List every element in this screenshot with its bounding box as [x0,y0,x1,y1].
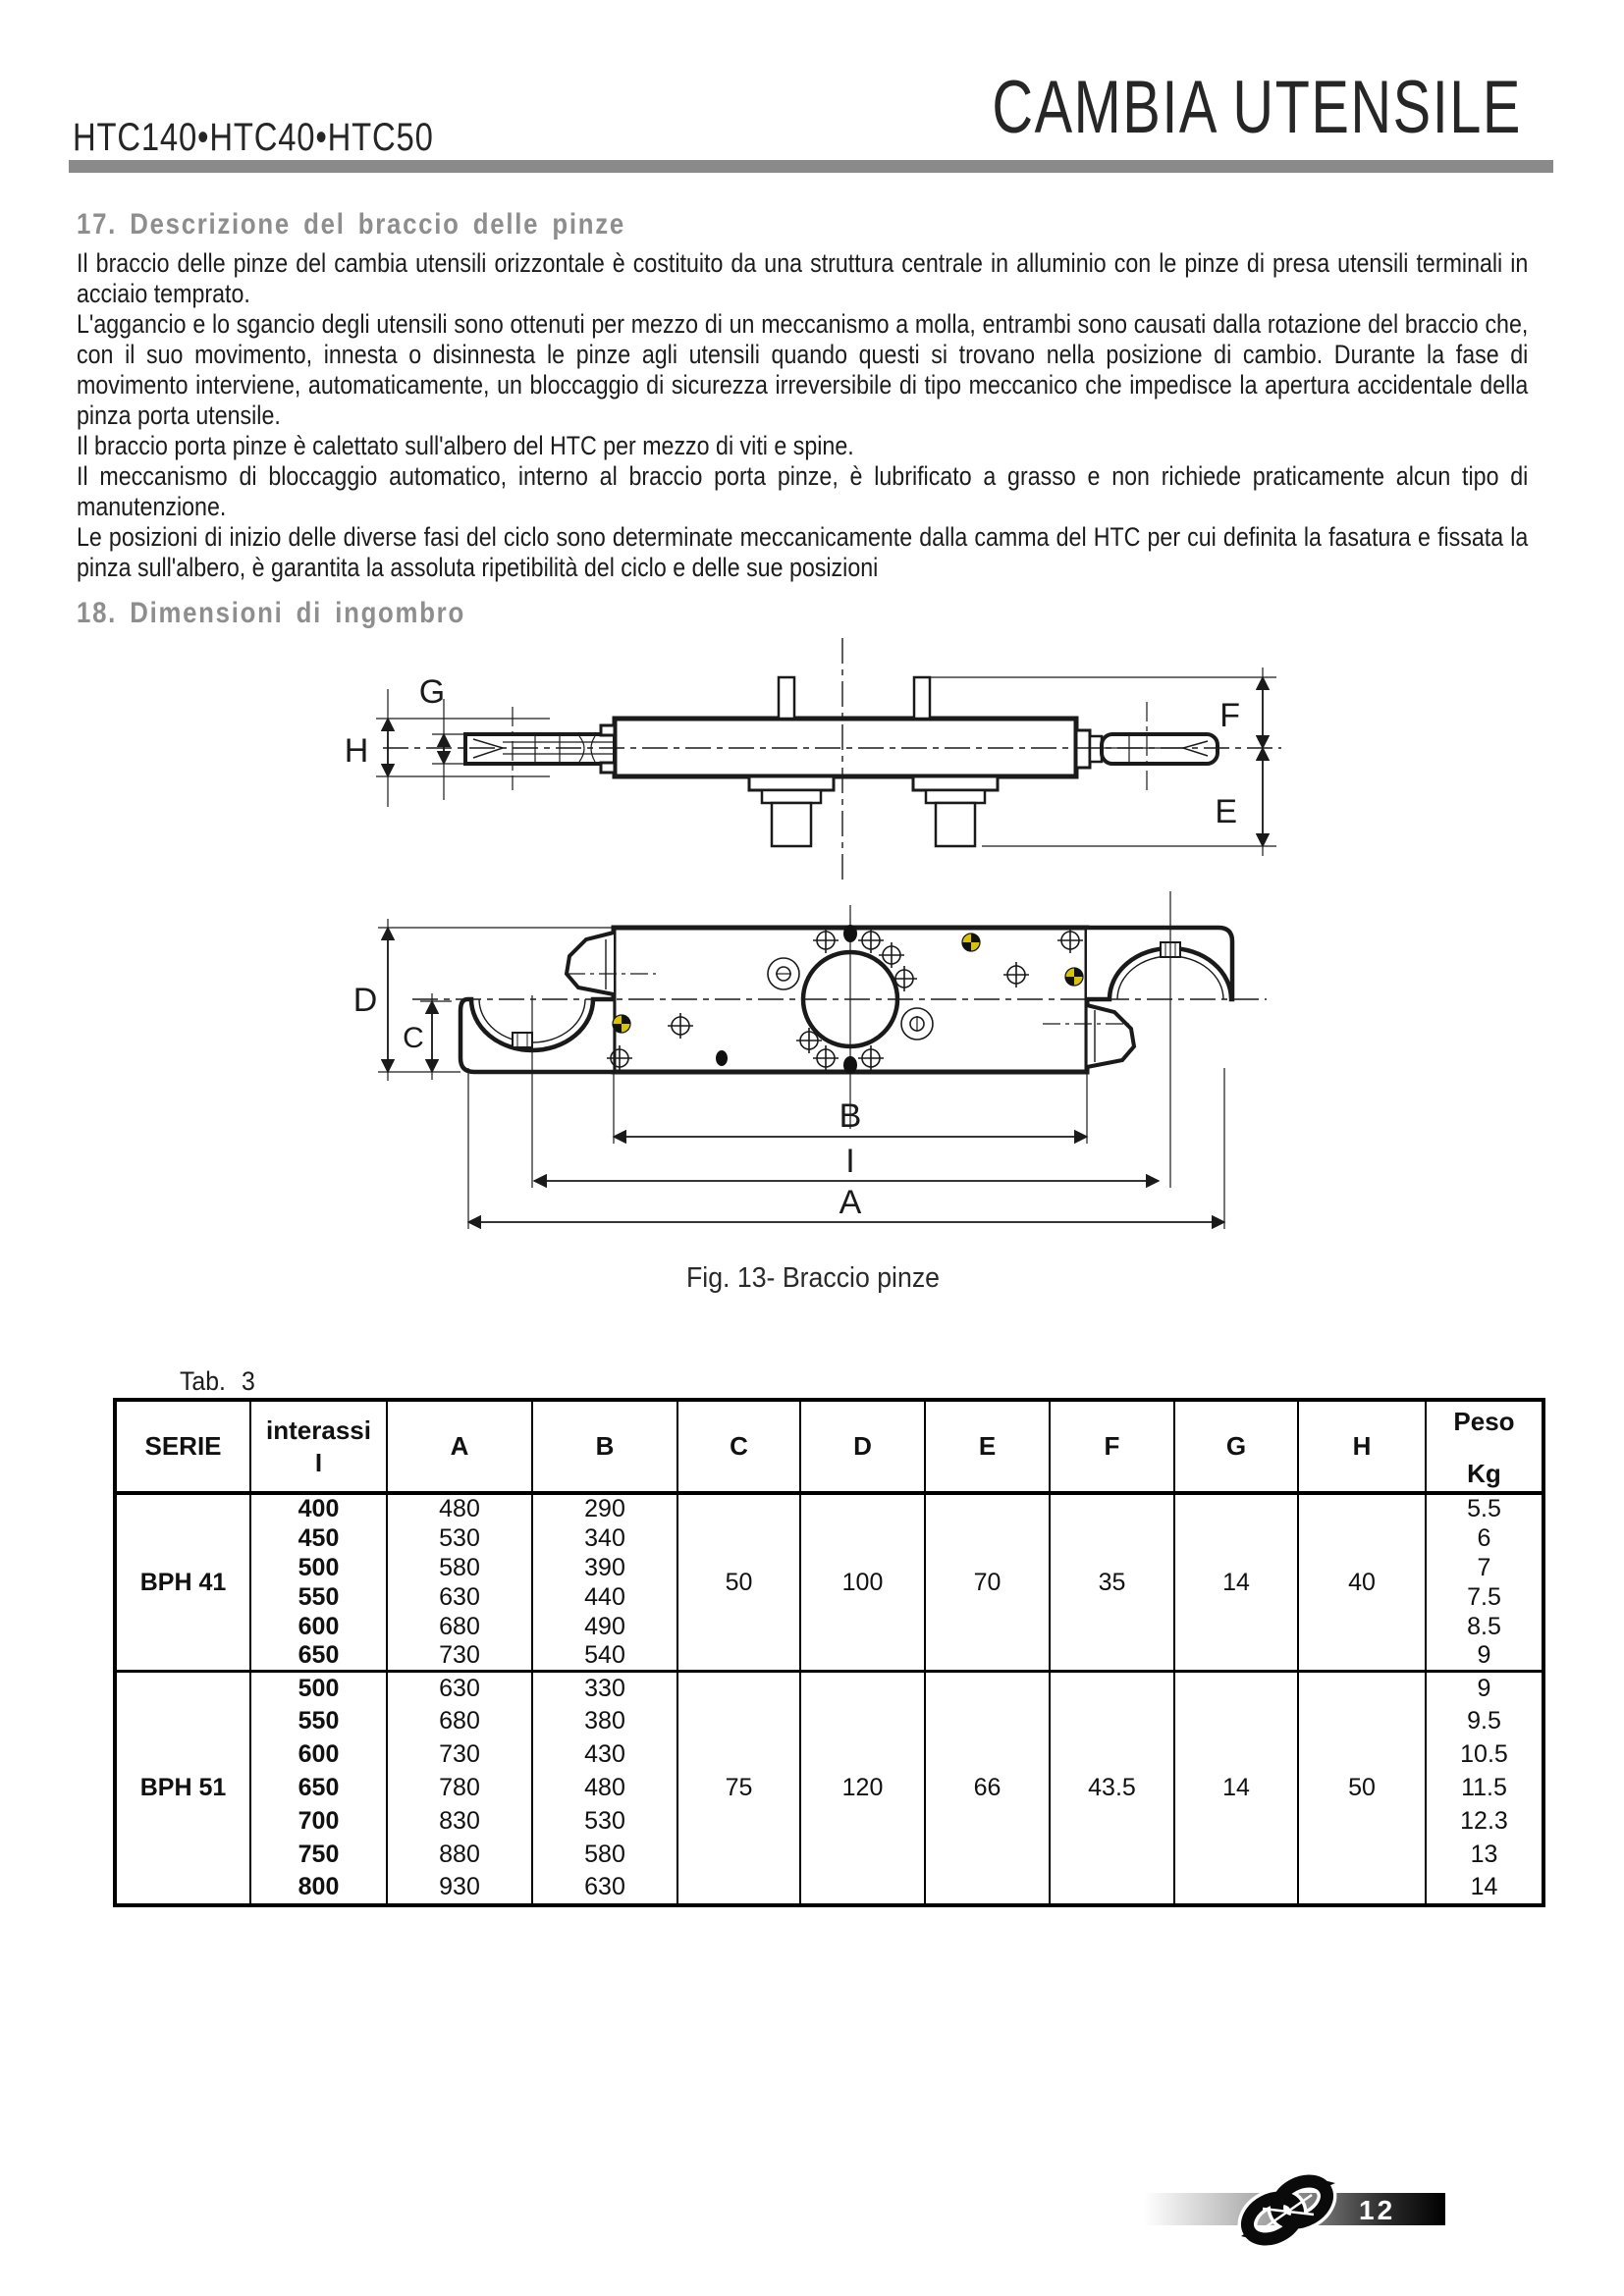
peso-value: 8.5 [1426,1612,1543,1641]
d-value: 100 [800,1493,925,1672]
b-value: 630 [532,1872,677,1905]
col-header-b: B [532,1400,677,1493]
brand-knot-logo [1223,2158,1351,2266]
paragraph-1: Il braccio delle pinze del cambia utensili orizzontale è costituito da una struttura centrale in alluminio con le pinze di presa utensili terminali in acciaio temprato. [77,248,1529,308]
col-header-c: C [677,1400,800,1493]
peso-value: 9.5 [1426,1705,1543,1738]
dim-label-h: H [344,732,369,770]
figure-caption: Fig. 13- Braccio pinze [685,1262,941,1294]
b-value: 290 [532,1493,677,1523]
b-value: 390 [532,1553,677,1582]
interassi-value: 450 [250,1523,387,1553]
a-value: 730 [387,1641,532,1672]
dimension-drawing [334,628,1316,1296]
dim-label-i: I [845,1143,855,1180]
g-value: 14 [1174,1493,1298,1672]
dim-label-b: B [839,1097,862,1135]
interassi-value: 700 [250,1805,387,1839]
a-value: 830 [387,1805,532,1839]
d-value: 120 [800,1672,925,1905]
a-value: 630 [387,1582,532,1612]
h-value: 40 [1298,1493,1426,1672]
f-value: 35 [1050,1493,1174,1672]
a-value: 680 [387,1612,532,1641]
dimensions-table [113,1398,1545,1907]
peso-value: 14 [1426,1872,1543,1905]
c-value: 75 [677,1672,800,1905]
a-value: 930 [387,1872,532,1905]
b-value: 440 [532,1582,677,1612]
b-value: 330 [532,1672,677,1705]
a-value: 480 [387,1493,532,1523]
b-value: 540 [532,1641,677,1672]
a-value: 580 [387,1553,532,1582]
paragraph-4: Il meccanismo di bloccaggio automatico, interno al braccio porta pinze, è lubrificato a grasso e non richiede praticamente alcun tipo di manutenzione. [77,461,1529,521]
text-content [77,208,1528,637]
interassi-value: 500 [250,1672,387,1705]
header-divider-bar [69,160,1553,173]
interassi-value: 600 [250,1612,387,1641]
c-value: 50 [677,1493,800,1672]
col-header-d: D [800,1400,925,1493]
h-value: 50 [1298,1672,1426,1905]
col-header-interassi: interassi I [250,1400,387,1493]
col-header-h: H [1298,1400,1426,1493]
peso-value: 10.5 [1426,1738,1543,1772]
interassi-value: 650 [250,1641,387,1672]
interassi-value: 600 [250,1738,387,1772]
col-header-a: A [387,1400,532,1493]
col-header-e: E [925,1400,1050,1493]
interassi-value: 400 [250,1493,387,1523]
interassi-value: 800 [250,1872,387,1905]
paragraph-5: Le posizioni di inizio delle diverse fasi del ciclo sono determinate meccanicamente dalla camma del HTC per cui definita la fasatura e fissata la pinza sull'albero, è garantita la assoluta ripetibilità del ciclo e delle sue posizioni [77,522,1529,582]
col-header-g: G [1174,1400,1298,1493]
b-value: 340 [532,1523,677,1553]
peso-value: 6 [1426,1523,1543,1553]
paragraph-2: L'aggancio e lo sgancio degli utensili sono ottenuti per mezzo di un meccanismo a molla, entrambi sono causati dalla rotazione del braccio che, con il suo movimento, innesta o disinnesta le pinze agli utensili quando questi si trovano nella posizione di cambio. Durante la fase di movimento interviene, automaticamente, un bloccaggio di sicurezza irreversibile di tipo meccanico che impedisce la apertura accidentale della pinza porta utensile. [77,309,1529,430]
dim-label-a: A [839,1184,862,1221]
table-caption: Tab. 3 [180,1366,255,1396]
page-number: 12 [1359,2195,1396,2225]
b-value: 480 [532,1772,677,1805]
a-value: 630 [387,1672,532,1705]
interassi-value: 750 [250,1839,387,1872]
table-header [115,1400,1543,1493]
peso-value: 9 [1426,1641,1543,1672]
peso-value: 13 [1426,1839,1543,1872]
dim-label-e: E [1215,793,1237,830]
interassi-value: 550 [250,1582,387,1612]
a-value: 530 [387,1523,532,1553]
b-value: 530 [532,1805,677,1839]
peso-value: 12.3 [1426,1805,1543,1839]
section-17-body [77,248,1528,583]
interassi-value: 550 [250,1705,387,1738]
table-group-bph-51 [115,1672,1543,1905]
peso-value: 5.5 [1426,1493,1543,1523]
dim-label-d: D [352,982,378,1019]
e-value: 70 [925,1493,1050,1672]
table-row [115,1672,1543,1705]
a-value: 880 [387,1839,532,1872]
a-value: 730 [387,1738,532,1772]
serie-cell: BPH 41 [115,1493,250,1672]
peso-value: 7.5 [1426,1582,1543,1612]
b-value: 430 [532,1738,677,1772]
g-value: 14 [1174,1672,1298,1905]
col-header-peso: Peso Kg [1426,1400,1543,1493]
b-value: 380 [532,1705,677,1738]
paragraph-3: Il braccio porta pinze è calettato sull'albero del HTC per mezzo di viti e spine. [77,431,854,460]
e-value: 66 [925,1672,1050,1905]
interassi-value: 500 [250,1553,387,1582]
table-group-bph-41 [115,1493,1543,1672]
a-value: 680 [387,1705,532,1738]
peso-value: 11.5 [1426,1772,1543,1805]
dim-label-g: G [418,673,446,711]
model-codes: HTC140•HTC40•HTC50 [73,116,434,159]
table-row [115,1493,1543,1523]
b-value: 580 [532,1839,677,1872]
page-title: CAMBIA UTENSILE [992,66,1522,149]
section-18-heading: 18. Dimensioni di ingombro [77,597,465,629]
col-header-serie: SERIE [115,1400,250,1493]
col-header-f: F [1050,1400,1174,1493]
serie-cell: BPH 51 [115,1672,250,1905]
peso-value: 9 [1426,1672,1543,1705]
dim-label-f: F [1219,697,1240,734]
dim-label-c: C [403,1022,424,1054]
peso-value: 7 [1426,1553,1543,1582]
interassi-value: 650 [250,1772,387,1805]
b-value: 490 [532,1612,677,1641]
section-17-heading: 17. Descrizione del braccio delle pinze [77,208,625,240]
a-value: 780 [387,1772,532,1805]
f-value: 43.5 [1050,1672,1174,1905]
